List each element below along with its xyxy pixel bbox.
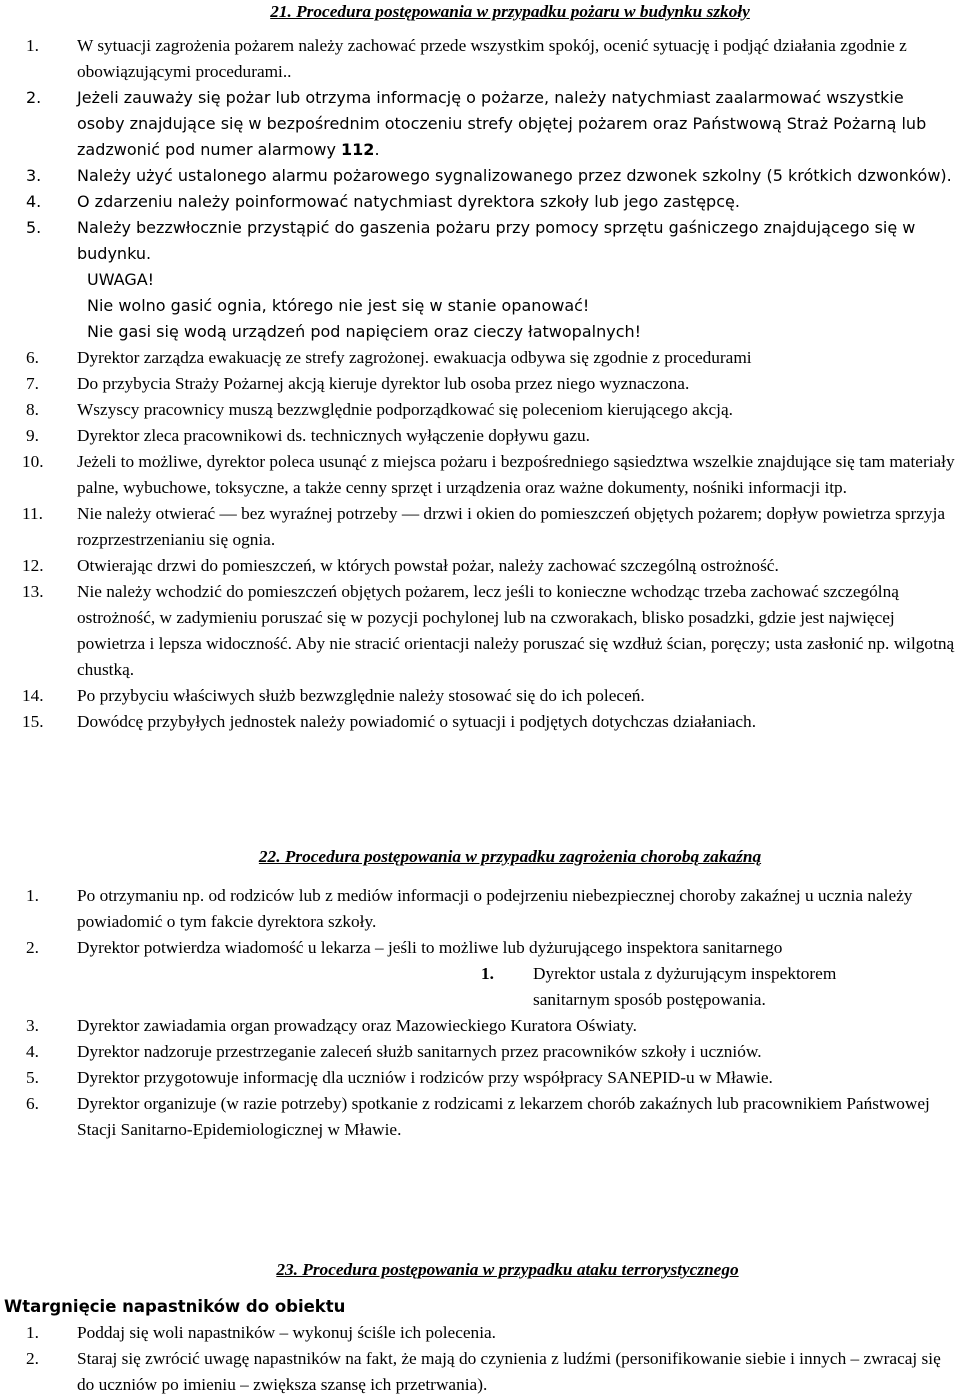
list-item bbox=[0, 163, 960, 189]
section-22-heading: 22. Procedura postępowania w przypadku zagrożenia chorobą zakaźną bbox=[258, 847, 762, 866]
list-text: Dyrektor organizuje (w razie potrzeby) spotkanie z rodzicami z lekarzem chorób zakaźnych lub pracownikiem Państwowej Stacji Sanitarno-Epidemiologicznej w Mławie. bbox=[77, 1094, 930, 1139]
nested-list-number: 1. bbox=[481, 964, 494, 983]
list-item bbox=[0, 1039, 960, 1065]
list-text: Należy użyć ustalonego alarmu pożarowego sygnalizowanego przez dzwonek szkolny (5 krótkich dzwonków). bbox=[77, 166, 952, 185]
list-number: 5. bbox=[26, 218, 42, 237]
list-number: 5. bbox=[26, 1068, 39, 1087]
list-number: 2. bbox=[26, 1349, 39, 1368]
list-number: 11. bbox=[22, 504, 43, 523]
list-text: Wszyscy pracownicy muszą bezzwględnie podporządkować się poleceniom kierującego akcją. bbox=[77, 400, 733, 419]
list-number: 8. bbox=[26, 400, 39, 419]
warning-line: Nie gasi się wodą urządzeń pod napięciem oraz cieczy łatwopalnych! bbox=[87, 322, 642, 341]
section-21-list bbox=[0, 33, 960, 735]
list-number: 2. bbox=[26, 88, 42, 107]
nested-list-text: Dyrektor ustala z dyżurującym inspektorem sanitarnym sposób postępowania. bbox=[533, 964, 837, 1009]
list-number: 1. bbox=[26, 886, 39, 905]
list-text: O zdarzeniu należy poinformować natychmiast dyrektora szkoły lub jego zastępcę. bbox=[77, 192, 740, 211]
warning-label: UWAGA! bbox=[87, 270, 155, 289]
list-text: Staraj się zwrócić uwagę napastników na fakt, że mają do czynienia z ludźmi (personifikowanie siebie i innych – zwracaj się do uczniów po imieniu – zwiększa szansę ich przetrwania). bbox=[77, 1349, 941, 1394]
list-item bbox=[0, 189, 960, 215]
list-number: 2. bbox=[26, 938, 39, 957]
list-item bbox=[0, 1346, 960, 1398]
list-item bbox=[0, 1013, 960, 1039]
list-text: Poddaj się woli napastników – wykonuj ściśle ich polecenia. bbox=[77, 1323, 496, 1342]
section-22-list bbox=[0, 883, 960, 1143]
list-item bbox=[0, 1320, 960, 1346]
list-number: 7. bbox=[26, 374, 39, 393]
list-number: 1. bbox=[26, 36, 39, 55]
list-text: Otwierając drzwi do pomieszczeń, w których powstał pożar, należy zachować szczególną ostrożność. bbox=[77, 556, 779, 575]
list-number: 9. bbox=[26, 426, 39, 445]
list-item bbox=[0, 935, 960, 961]
list-item bbox=[0, 371, 960, 397]
list-item bbox=[0, 1065, 960, 1091]
list-text: Nie należy wchodzić do pomieszczeń objętych pożarem, lecz jeśli to konieczne wchodząc trzeba zachować szczególną ostrożność, w zadymieniu poruszać się w pozycji pochylonej lub na czworakach, blisko posadzki, gdzie jest najwięcej powietrza i lepsza widoczność. Aby nie stracić orientacji należy poruszać się wzdłuż ścian, poręczy; usta zasłonić np. wilgotną chustką. bbox=[77, 582, 955, 679]
nested-list-item bbox=[0, 961, 960, 1013]
list-number: 15. bbox=[22, 712, 44, 731]
list-item bbox=[0, 683, 960, 709]
list-text: Po przybyciu właściwych służb bezwzględnie należy stosować się do ich poleceń. bbox=[77, 686, 645, 705]
list-text: Dyrektor przygotowuje informację dla uczniów i rodziców przy współpracy SANEPID-u w Mławie. bbox=[77, 1068, 773, 1087]
list-number: 10. bbox=[22, 452, 44, 471]
section-23-subheading: Wtargnięcie napastników do obiektu bbox=[4, 1297, 346, 1316]
list-text: Dyrektor zarządza ewakuację ze strefy zagrożonej. ewakuacja odbywa się zgodnie z procedurami bbox=[77, 348, 752, 367]
list-number: 12. bbox=[22, 556, 44, 575]
list-item bbox=[0, 709, 960, 735]
section-23-heading: 23. Procedura postępowania w przypadku ataku terrorystycznego bbox=[276, 1260, 739, 1279]
list-text: W sytuacji zagrożenia pożarem należy zachować przede wszystkim spokój, ocenić sytuację i podjąć działania zgodnie z obowiązującymi procedurami.. bbox=[77, 36, 907, 81]
list-item bbox=[0, 33, 960, 85]
list-text: Nie należy otwierać — bez wyraźnej potrzeby — drzwi i okien do pomieszczeń objętych pożarem; dopływ powietrza sprzyja rozprzestrzenianiu się ognia. bbox=[77, 504, 946, 549]
list-number: 3. bbox=[26, 166, 42, 185]
list-item bbox=[0, 579, 960, 683]
list-number: 6. bbox=[26, 348, 39, 367]
list-item bbox=[0, 85, 960, 163]
list-item bbox=[0, 423, 960, 449]
list-number: 1. bbox=[26, 1323, 39, 1342]
list-item bbox=[0, 449, 960, 501]
list-item bbox=[0, 883, 960, 935]
list-number: 13. bbox=[22, 582, 44, 601]
section-21-heading: 21. Procedura postępowania w przypadku pożaru w budynku szkoły bbox=[270, 2, 750, 21]
list-item bbox=[0, 345, 960, 371]
list-item bbox=[0, 501, 960, 553]
warning-line: Nie wolno gasić ognia, którego nie jest się w stanie opanować! bbox=[87, 296, 590, 315]
list-item bbox=[0, 397, 960, 423]
list-text: Dyrektor potwierdza wiadomość u lekarza – jeśli to możliwe lub dyżurującego inspektora sanitarnego bbox=[77, 938, 783, 957]
list-number: 14. bbox=[22, 686, 44, 705]
list-item bbox=[0, 215, 960, 345]
emergency-number: 112 bbox=[341, 140, 375, 159]
list-text: Dyrektor nadzoruje przestrzeganie zaleceń służb sanitarnych przez pracowników szkoły i uczniów. bbox=[77, 1042, 762, 1061]
list-number: 4. bbox=[26, 1042, 39, 1061]
list-text: Jeżeli to możliwe, dyrektor poleca usunąć z miejsca pożaru i bezpośredniego sąsiedztwa wszelkie znajdujące się tam materiały palne, wybuchowe, toksyczne, a także cenny sprzęt i urządzenia oraz ważne dokumenty, nośniki informacji itp. bbox=[77, 452, 955, 497]
list-text: Dyrektor zawiadamia organ prowadzący oraz Mazowieckiego Kuratora Oświaty. bbox=[77, 1016, 637, 1035]
list-number: 3. bbox=[26, 1016, 39, 1035]
section-23-list bbox=[0, 1320, 960, 1398]
list-item bbox=[0, 553, 960, 579]
list-text: Po otrzymaniu np. od rodziców lub z mediów informacji o podejrzeniu niebezpiecznej choroby zakaźnej u ucznia należy powiadomić o tym fakcie dyrektora szkoły. bbox=[77, 886, 913, 931]
list-number: 6. bbox=[26, 1094, 39, 1113]
list-text: Dyrektor zleca pracownikowi ds. technicznych wyłączenie dopływu gazu. bbox=[77, 426, 590, 445]
list-item bbox=[0, 1091, 960, 1143]
list-text: Dowódcę przybyłych jednostek należy powiadomić o sytuacji i podjętych dotychczas działaniach. bbox=[77, 712, 757, 731]
list-number: 4. bbox=[26, 192, 42, 211]
list-text-tail: . bbox=[374, 140, 380, 159]
list-text: Należy bezzwłocznie przystąpić do gaszenia pożaru przy pomocy sprzętu gaśniczego znajdującego się w budynku. bbox=[77, 218, 916, 263]
list-text: Do przybycia Straży Pożarnej akcją kieruje dyrektor lub osoba przez niego wyznaczona. bbox=[77, 374, 690, 393]
list-text: Jeżeli zauważy się pożar lub otrzyma informację o pożarze, należy natychmiast zaalarmować wszystkie osoby znajdujące się w bezpośrednim otoczeniu strefy objętej pożarem oraz Państwową Straż Pożarną lub zadzwonić pod numer alarmowy bbox=[77, 88, 927, 159]
